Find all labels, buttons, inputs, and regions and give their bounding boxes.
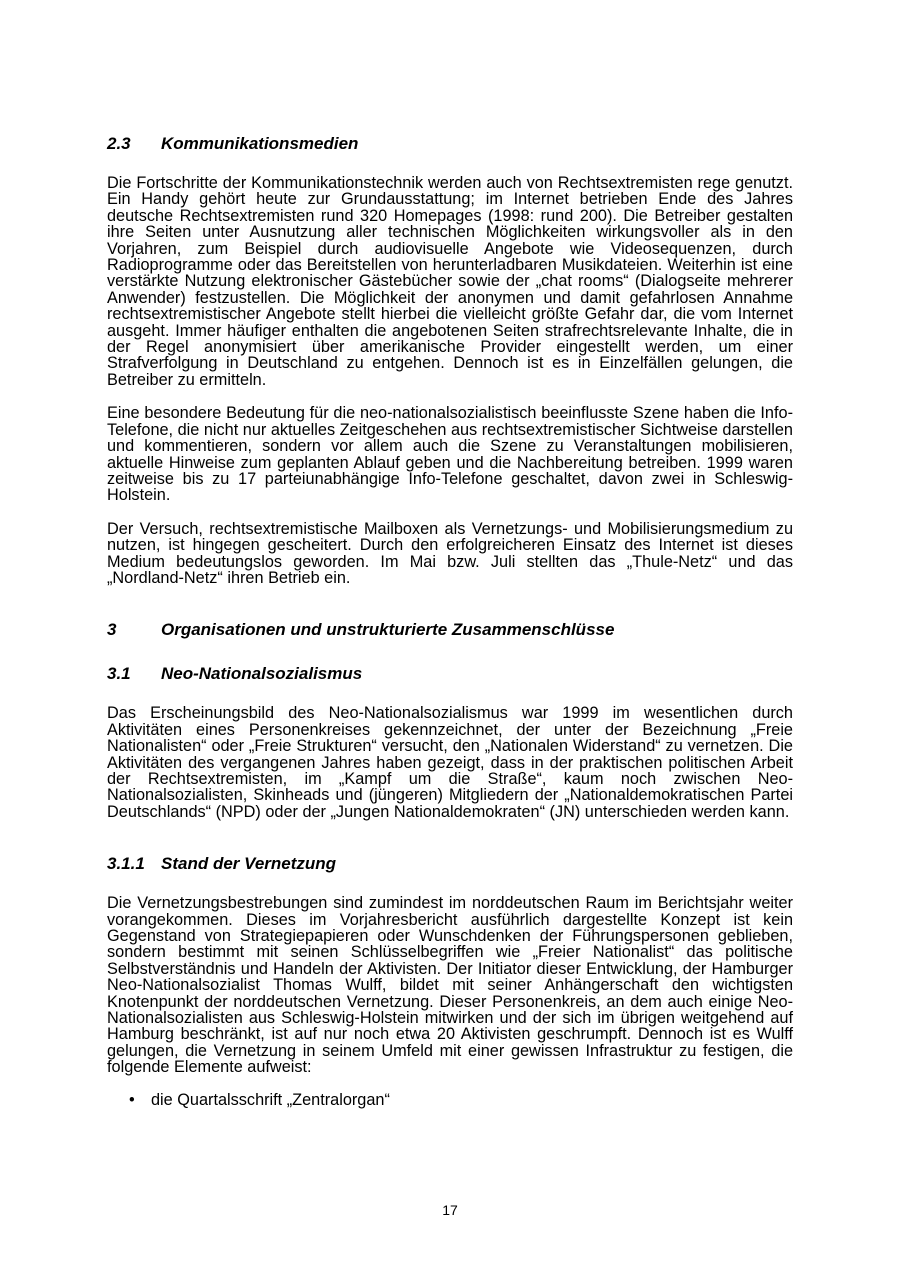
paragraph: Eine besondere Bedeutung für die neo-nationalsozialistisch beeinflusste Szene haben die Info-Telefone, die nicht nur aktuelles Zeitgeschehen aus rechtsextremistischer Sichtweise darstellen und kommentieren, sondern vor allem auch die Szene zu Veranstaltungen mobilisieren, aktuelle Hinweise zum geplanten Ablauf geben und die Nachbereitung betreiben. 1999 waren zeitweise bis zu 17 parteiunabhängige Info-Telefone geschaltet, davon zwei in Schleswig-Holstein. bbox=[107, 404, 793, 505]
bullet-icon: • bbox=[129, 1090, 135, 1109]
section-number: 3.1 bbox=[107, 664, 131, 684]
paragraph: Der Versuch, rechtsextremistische Mailboxen als Vernetzungs- und Mobilisierungsmedium zu nutzen, ist hingegen gescheitert. Durch den erfolgreicheren Einsatz des Internet ist dieses Medium bedeutungslos geworden. Im Mai bzw. Juli stellten das „Thule-Netz“ und das „Nordland-Netz“ ihren Betrieb ein. bbox=[107, 519, 793, 587]
section-heading-3-1-1 bbox=[107, 854, 793, 874]
section-heading-3 bbox=[107, 620, 793, 640]
page-content bbox=[107, 130, 793, 1109]
paragraph: Die Vernetzungsbestrebungen sind zumindest im norddeutschen Raum im Berichtsjahr weiter vorangekommen. Dieses im Vorjahresbericht ausführlich dargestellte Konzept ist kein Gegenstand von Strategiepapieren oder Wunschdenken der Führungspersonen geblieben, sondern bestimmt mit seinen Schlüsselbegriffen wie „Freier Nationalist“ das politische Selbstverständnis und Handeln der Aktivisten. Der Initiator dieser Entwicklung, der Hamburger Neo-Nationalsozialist Thomas Wulff, bildet mit seiner Anhängerschaft den wichtigsten Knotenpunkt der norddeutschen Vernetzung. Dieser Personenkreis, an dem auch einige Neo-Nationalsozialisten aus Schleswig-Holstein mitwirken und der sich im übrigen weitgehend auf Hamburg beschränkt, ist auf nur noch etwa 20 Aktivisten geschrumpft. Dennoch ist es Wulff gelungen, die Vernetzung in seinem Umfeld mit einer gewissen Infrastruktur zu festigen, die folgende Elemente aufweist: bbox=[107, 894, 793, 1077]
section-number: 3 bbox=[107, 620, 117, 640]
page-number: 17 bbox=[442, 1202, 458, 1218]
paragraph: Das Erscheinungsbild des Neo-Nationalsozialismus war 1999 im wesentlichen durch Aktivitäten eines Personenkreises gekennzeichnet, der unter der Bezeichnung „Freie Nationalisten“ oder „Freie Strukturen“ versucht, den „Nationalen Widerstand“ zu vernetzen. Die Aktivitäten des vergangenen Jahres haben gezeigt, dass in der praktischen politischen Arbeit der Rechtsextremisten, im „Kampf um die Straße“, kaum noch zwischen Neo-Nationalsozialisten, Skinheads und (jüngeren) Mitgliedern der „Nationaldemokratischen Partei Deutschlands“ (NPD) oder der „Jungen Nationaldemokraten“ (JN) unterschieden werden kann. bbox=[107, 704, 793, 821]
paragraph: Die Fortschritte der Kommunikationstechnik werden auch von Rechtsextremisten rege genutzt. Ein Handy gehört heute zur Grundausstattung; im Internet betrieben Ende des Jahres deutsche Rechtsextremisten rund 320 Homepages (1998: rund 200). Die Betreiber gestalten ihre Seiten unter Ausnutzung aller technischen Möglichkeiten wirkungsvoller als in den Vorjahren, zum Beispiel durch audiovisuelle Angebote wie Videosequenzen, durch Radioprogramme oder das Bereitstellen von herunterladbaren Musikdateien. Weiterhin ist eine verstärkte Nutzung elektronischer Gästebücher sowie der „chat rooms“ (Dialogseite mehrerer Anwender) festzustellen. Die Möglichkeit der anonymen und damit gefahrlosen Annahme rechtsextremistischer Angebote stellt hierbei die vielleicht größte Gefahr dar, die vom Internet ausgeht. Immer häufiger enthalten die angebotenen Seiten strafrechtsrelevante Inhalte, die in der Regel anonymisiert über amerikanische Provider eingestellt werden, um einer Strafverfolgung in Deutschland zu entgehen. Dennoch ist es in Einzelfällen gelungen, die Betreiber zu ermitteln. bbox=[107, 174, 793, 389]
section-title: Stand der Vernetzung bbox=[161, 854, 337, 874]
section-heading-2-3 bbox=[107, 134, 793, 154]
section-title: Neo-Nationalsozialismus bbox=[161, 664, 363, 684]
section-title: Kommunikationsmedien bbox=[161, 134, 359, 153]
list-item bbox=[129, 1091, 793, 1109]
section-title: Organisationen und unstrukturierte Zusammenschlüsse bbox=[161, 620, 615, 640]
list-item-text: die Quartalsschrift „Zentralorgan“ bbox=[151, 1090, 390, 1109]
section-number: 3.1.1 bbox=[107, 854, 145, 874]
section-heading-3-1 bbox=[107, 664, 793, 684]
section-number: 2.3 bbox=[107, 134, 131, 153]
